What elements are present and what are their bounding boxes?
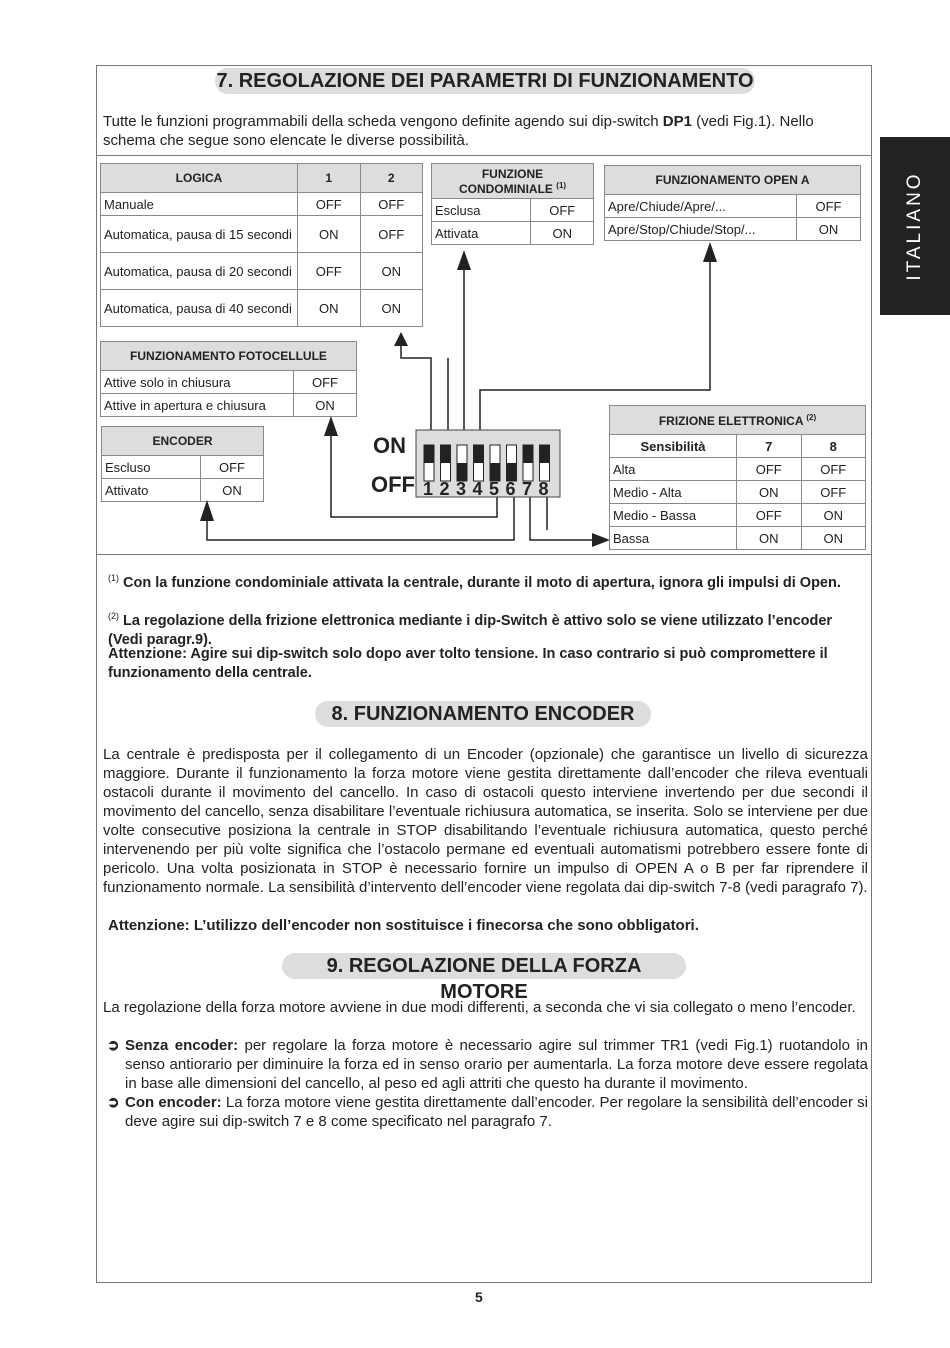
section-9-bullet-1 bbox=[103, 1036, 868, 1093]
fotocellule-cell: ON bbox=[294, 394, 357, 417]
bullet-2-text: La forza motore viene gestita direttamente dall’encoder. Per regolare la sensibilità dell’encoder si deve agire sui dip-switch 7 e 8 come specificato nel paragrafo 7. bbox=[125, 1094, 868, 1130]
section-9-bullet-2 bbox=[103, 1093, 868, 1131]
dip-number-7: 7 bbox=[522, 479, 533, 499]
frizione-cell: OFF bbox=[801, 481, 866, 504]
logica-header-1: 1 bbox=[298, 164, 361, 193]
bullet-1-text: per regolare la forza motore è necessario agire sul trimmer TR1 (vedi Fig.1) ruotandolo in senso antiorario per diminuire la forza ed in senso orario per aumentarla. La forza motore deve essere regolata in base alle dimensioni del cancello, al peso ed agli attriti che questo ha durante il movimento. bbox=[125, 1037, 868, 1092]
frizione-cell: ON bbox=[737, 527, 802, 550]
language-label: ITALIANO bbox=[904, 171, 925, 281]
fotocellule-cell: OFF bbox=[294, 371, 357, 394]
dip-number-1: 1 bbox=[423, 479, 434, 499]
page-number: 5 bbox=[475, 1289, 483, 1305]
dip-lever-2 bbox=[441, 445, 451, 463]
frizione-cell: Bassa bbox=[610, 527, 737, 550]
encoder-cell: Escluso bbox=[102, 456, 201, 479]
logica-cell: OFF bbox=[360, 193, 423, 216]
encoder-cell: Attivato bbox=[102, 479, 201, 502]
section-8-body: La centrale è predisposta per il collegamento di un Encoder (opzionale) che garantisce un livello di sicurezza maggiore. Durante il funzionamento la forza motore viene gestita direttamente dall’encoder che rileva eventuali ostacoli durante il movimento del cancello. In caso di ostacoli questo interviene invertendo per due secondi il movimento del cancello, senza disabilitare l’eventuale richiusura automatica, se inserita. Solo se interviene per due volte consecutive posiziona la centrale in STOP disabilitando l’eventuale richiusura automatica, questo perché intervenendo per più volte significa che l’ostacolo permane ed eventuali automatismi potrebbero essere fonte di pericolo. Una volta posizionata in STOP è necessario fornire un impulso di OPEN A o B per far riprendere il funzionamento normale. La sensibilità d’intervento dell’encoder viene regolata dai dip-switch 7-8 (vedi paragrafo 7). bbox=[103, 746, 868, 896]
condominiale-cell: Esclusa bbox=[432, 199, 531, 222]
dip-switch-diagram bbox=[0, 0, 950, 560]
encoder-header: ENCODER bbox=[102, 427, 264, 456]
section-7-title: 7. REGOLAZIONE DEI PARAMETRI DI FUNZIONAMENTO bbox=[216, 70, 754, 92]
section-8-warning: Attenzione: L’utilizzo dell’encoder non sostituisce i finecorsa che sono obbligatori. bbox=[108, 917, 699, 934]
logica-cell: OFF bbox=[360, 216, 423, 253]
dip-off-label: OFF bbox=[371, 472, 415, 497]
frizione-cell: ON bbox=[737, 481, 802, 504]
condominiale-cell: Attivata bbox=[432, 222, 531, 245]
frizione-subheader: 7 bbox=[737, 435, 802, 458]
logica-cell: OFF bbox=[298, 193, 361, 216]
dip-lever-8 bbox=[540, 445, 550, 463]
logica-cell: OFF bbox=[298, 253, 361, 290]
note-3: Attenzione: Agire sui dip-switch solo dopo aver tolto tensione. In caso contrario si può compromettere il funzionamento della centrale. bbox=[108, 646, 828, 681]
encoder-cell: OFF bbox=[201, 456, 264, 479]
frizione-cell: Medio - Bassa bbox=[610, 504, 737, 527]
open-a-cell: ON bbox=[797, 218, 861, 241]
condominiale-cell: ON bbox=[531, 222, 594, 245]
logica-cell: ON bbox=[360, 253, 423, 290]
fotocellule-cell: Attive in apertura e chiusura bbox=[101, 394, 294, 417]
open-a-header: FUNZIONAMENTO OPEN A bbox=[605, 166, 861, 195]
frizione-header-text: FRIZIONE ELETTRONICA bbox=[658, 413, 804, 428]
logica-cell: Automatica, pausa di 20 secondi bbox=[101, 253, 298, 290]
bullet-2-label: Con encoder: bbox=[125, 1094, 222, 1111]
open-a-cell: OFF bbox=[797, 195, 861, 218]
fotocellule-header: FUNZIONAMENTO FOTOCELLULE bbox=[101, 342, 357, 371]
condominiale-header-text: FUNZIONE CONDOMINIALE bbox=[458, 166, 553, 196]
frizione-cell: Medio - Alta bbox=[610, 481, 737, 504]
dip-number-3: 3 bbox=[456, 479, 467, 499]
frizione-subheader: Sensibilità bbox=[610, 435, 737, 458]
logica-cell: ON bbox=[360, 290, 423, 327]
logica-header: LOGICA bbox=[101, 164, 298, 193]
note-1-sup: (1) bbox=[108, 573, 119, 583]
logica-cell: Automatica, pausa di 15 secondi bbox=[101, 216, 298, 253]
section-8-title: 8. FUNZIONAMENTO ENCODER bbox=[315, 701, 651, 727]
frizione-cell: Alta bbox=[610, 458, 737, 481]
intro-text: Tutte le funzioni programmabili della scheda vengono definite agendo sui dip-switch bbox=[103, 113, 663, 130]
open-a-cell: Apre/Chiude/Apre/... bbox=[605, 195, 797, 218]
section-9-intro: La regolazione della forza motore avviene in due modi differenti, a seconda che vi sia collegato o meno l’encoder. bbox=[103, 999, 856, 1016]
dip-number-4: 4 bbox=[472, 479, 483, 499]
note-1 bbox=[108, 569, 866, 593]
arrow-right-icon: ➲ bbox=[107, 1094, 120, 1111]
intro-dp1: DP1 bbox=[662, 113, 692, 130]
logica-cell: ON bbox=[298, 290, 361, 327]
logica-cell: Manuale bbox=[101, 193, 298, 216]
note-2-sup: (2) bbox=[108, 611, 119, 621]
arrow-right-icon: ➲ bbox=[107, 1037, 120, 1054]
dip-on-label: ON bbox=[373, 433, 406, 458]
condominiale-cell: OFF bbox=[531, 199, 594, 222]
encoder-cell: ON bbox=[201, 479, 264, 502]
frizione-cell: ON bbox=[801, 527, 866, 550]
bullet-1-label: Senza encoder: bbox=[125, 1037, 239, 1054]
note-1-text: Con la funzione condominiale attivata la centrale, durante il moto di apertura, ignora gli impulsi di Open. bbox=[123, 574, 841, 591]
note-2 bbox=[108, 607, 866, 650]
frizione-cell: OFF bbox=[737, 504, 802, 527]
open-a-cell: Apre/Stop/Chiude/Stop/... bbox=[605, 218, 797, 241]
frizione-subheader: 8 bbox=[801, 435, 866, 458]
dip-lever-7 bbox=[523, 445, 533, 463]
dip-number-5: 5 bbox=[489, 479, 500, 499]
frizione-cell: ON bbox=[801, 504, 866, 527]
dip-number-8: 8 bbox=[538, 479, 549, 499]
section-9-title: 9. REGOLAZIONE DELLA FORZA MOTORE bbox=[282, 953, 686, 979]
fotocellule-cell: Attive solo in chiusura bbox=[101, 371, 294, 394]
condominiale-sup: (1) bbox=[556, 180, 567, 190]
frizione-cell: OFF bbox=[801, 458, 866, 481]
logica-header-2: 2 bbox=[360, 164, 423, 193]
logica-cell: ON bbox=[298, 216, 361, 253]
dip-lever-1 bbox=[424, 445, 434, 463]
intro-text-end: (vedi Fig.1). Nello schema che segue sono elencate le diverse possibilità. bbox=[103, 113, 814, 149]
dip-number-6: 6 bbox=[505, 479, 516, 499]
dip-number-2: 2 bbox=[439, 479, 450, 499]
dip-lever-4 bbox=[474, 445, 484, 463]
logica-cell: Automatica, pausa di 40 secondi bbox=[101, 290, 298, 327]
note-2-text: La regolazione della frizione elettronica mediante i dip-Switch è attivo solo se viene utilizzato l’encoder (Vedi paragr.9). bbox=[108, 612, 833, 648]
frizione-sup: (2) bbox=[806, 412, 817, 422]
frizione-cell: OFF bbox=[737, 458, 802, 481]
